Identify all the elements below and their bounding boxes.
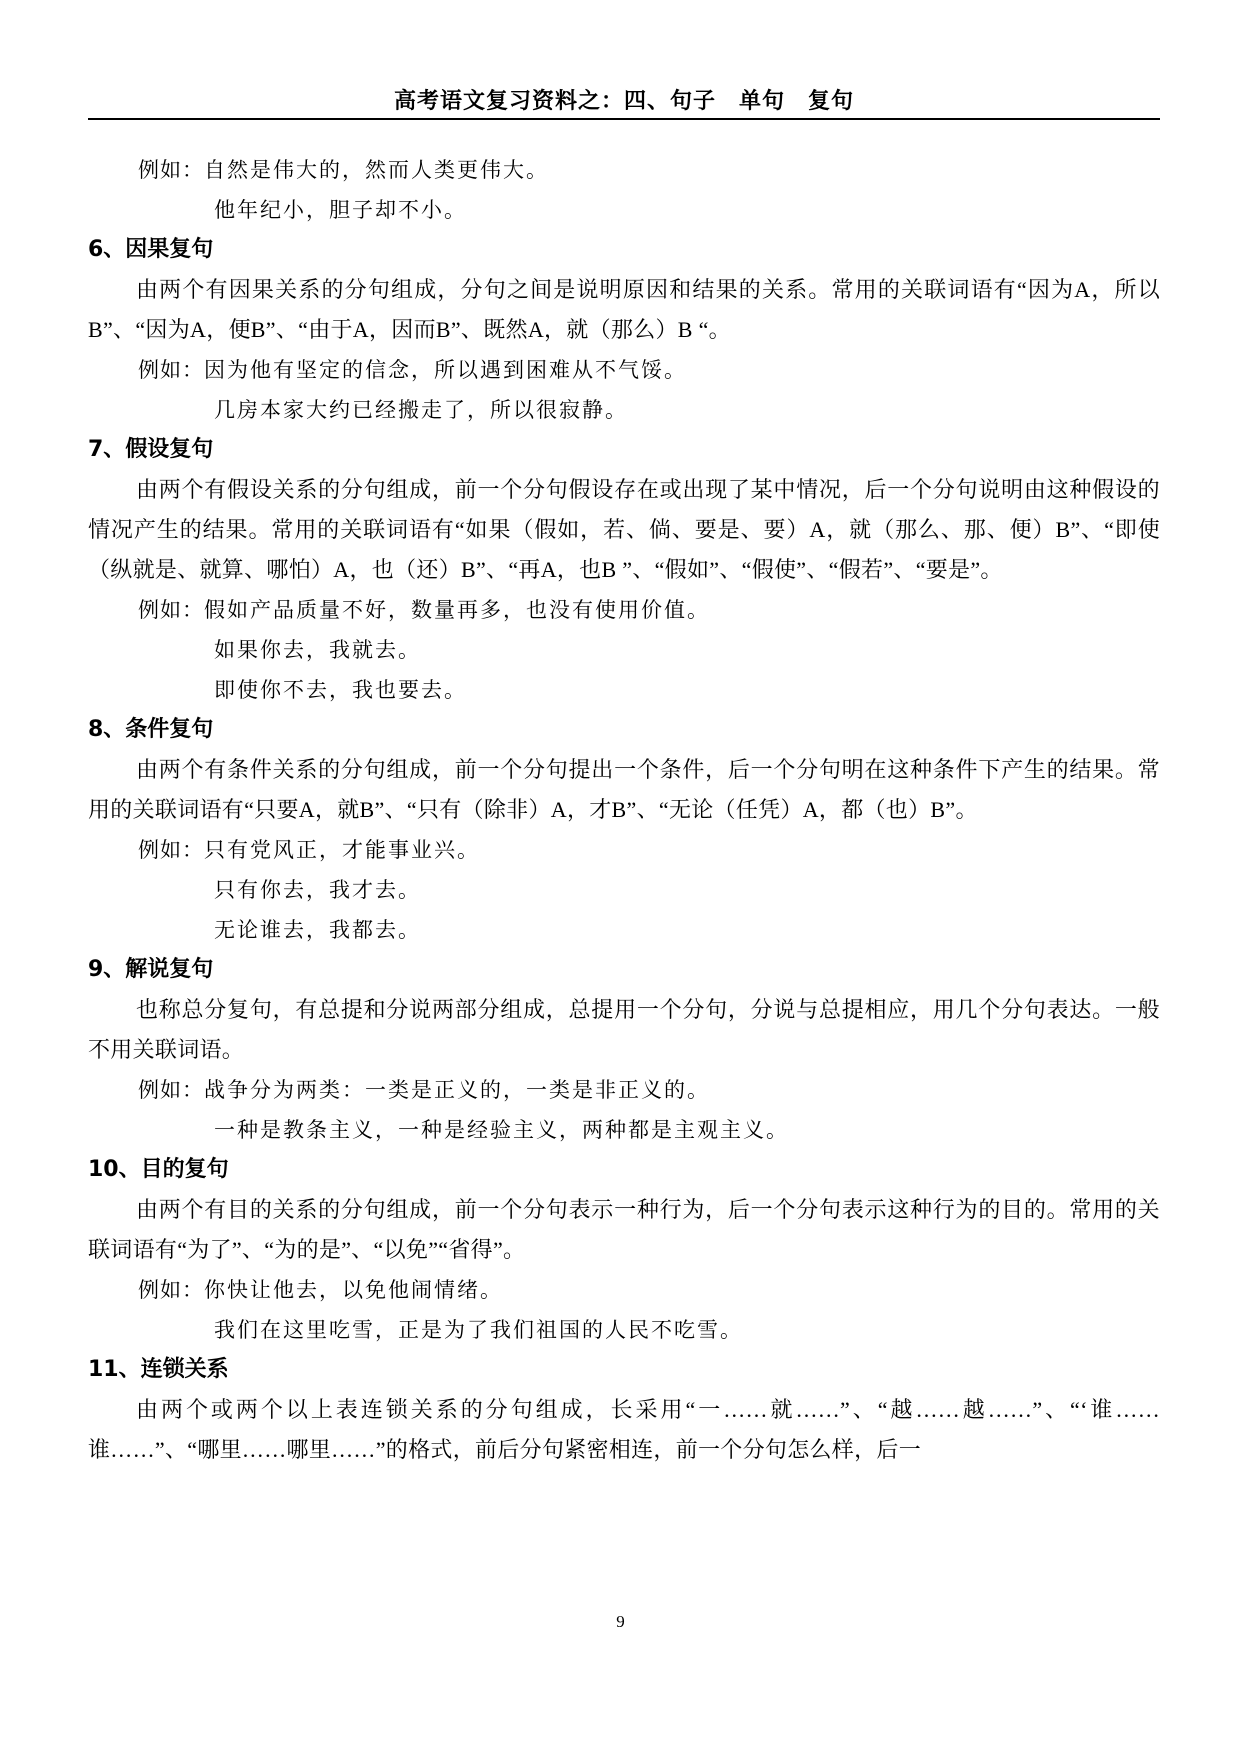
example-line: 只有你去，我才去。 <box>214 878 421 902</box>
section-heading-10: 10、目的复句 <box>88 1157 229 1182</box>
example-text: 自然是伟大的，然而人类更伟大。 <box>204 158 549 182</box>
example-text: 战争分为两类：一类是正义的，一类是非正义的。 <box>204 1078 710 1102</box>
example-line: 如果你去，我就去。 <box>214 638 421 662</box>
example-lead: 例如： <box>138 1278 204 1302</box>
example-lead: 例如： <box>138 158 204 182</box>
section-heading-9: 9、解说复句 <box>88 957 214 982</box>
example-text: 假如产品质量不好，数量再多，也没有使用价值。 <box>204 598 710 622</box>
section-body-9: 也称总分复句，有总提和分说两部分组成，总提用一个分句，分说与总提相应，用几个分句表达。一般不用关联词语。 <box>88 997 1160 1062</box>
section-heading-11: 11、连锁关系 <box>88 1357 229 1382</box>
section-body-10: 由两个有目的关系的分句组成，前一个分句表示一种行为，后一个分句表示这种行为的目的。常用的关联词语有“为了”、“为的是”、“以免”“省得”。 <box>88 1197 1160 1262</box>
example-lead: 例如： <box>138 598 204 622</box>
page-content <box>88 150 1160 1470</box>
example-line <box>88 350 1160 390</box>
example-line <box>88 590 1160 630</box>
section-body-11: 由两个或两个以上表连锁关系的分句组成，长采用“一……就……”、“越……越……”、“‘谁……谁……”、“哪里……哪里……”的格式，前后分句紧密相连，前一个分句怎么样，后一 <box>88 1397 1160 1462</box>
example-line: 无论谁去，我都去。 <box>214 918 421 942</box>
section-body-8: 由两个有条件关系的分句组成，前一个分句提出一个条件，后一个分句明在这种条件下产生的结果。常用的关联词语有“只要A，就B”、“只有（除非）A，才B”、“无论（任凭）A，都（也）B”。 <box>88 757 1160 822</box>
example-line: 他年纪小，胆子却不小。 <box>214 198 467 222</box>
section-body-7: 由两个有假设关系的分句组成，前一个分句假设存在或出现了某中情况，后一个分句说明由这种假设的情况产生的结果。常用的关联词语有“如果（假如，若、倘、要是、要）A，就（那么、那、便）B”、“即使（纵就是、就算、哪怕）A，也（还）B”、“再A，也B ”、“假如”、“假使”、“假若”、“要是”。 <box>88 477 1160 582</box>
example-line: 我们在这里吃雪，正是为了我们祖国的人民不吃雪。 <box>214 1318 743 1342</box>
example-lead: 例如： <box>138 358 204 382</box>
example-line <box>88 1070 1160 1110</box>
section-heading-7: 7、假设复句 <box>88 437 214 462</box>
section-body-6: 由两个有因果关系的分句组成，分句之间是说明原因和结果的关系。常用的关联词语有“因为A，所以B”、“因为A，便B”、“由于A，因而B”、既然A，就（那么）B “。 <box>88 277 1160 342</box>
page-header-title: 高考语文复习资料之：四、句子 单句 复句 <box>393 88 854 114</box>
header-rule <box>88 118 1160 120</box>
example-line <box>88 1270 1160 1310</box>
page-number: 9 <box>616 1612 625 1631</box>
example-text: 只有党风正，才能事业兴。 <box>204 838 480 862</box>
example-line: 一种是教条主义，一种是经验主义，两种都是主观主义。 <box>214 1118 789 1142</box>
section-heading-6: 6、因果复句 <box>88 237 214 262</box>
example-lead: 例如： <box>138 838 204 862</box>
example-line <box>88 830 1160 870</box>
example-lead: 例如： <box>138 1078 204 1102</box>
example-text: 因为他有坚定的信念，所以遇到困难从不气馁。 <box>204 358 687 382</box>
example-line <box>88 150 1160 190</box>
example-line: 几房本家大约已经搬走了，所以很寂静。 <box>214 398 628 422</box>
section-heading-8: 8、条件复句 <box>88 717 214 742</box>
example-line: 即使你不去，我也要去。 <box>214 678 467 702</box>
example-text: 你快让他去，以免他闹情绪。 <box>204 1278 503 1302</box>
